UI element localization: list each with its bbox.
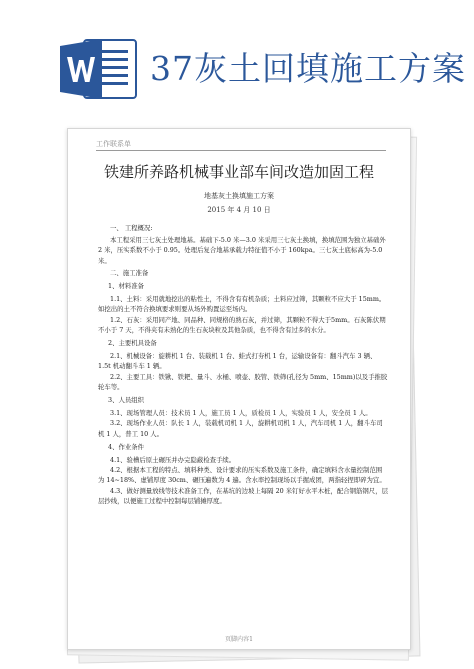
page-title: 铁建所养路机械事业部车间改造加固工程 [103, 163, 374, 181]
banner [0, 0, 474, 120]
subsection-heading: 1、材料准备 [108, 282, 145, 291]
word-icon [58, 36, 138, 102]
document-preview[interactable] [67, 128, 417, 658]
page-header-note: 工作联系单 [96, 140, 131, 148]
body-paragraph: 2.1、机械设备：旋耕机 1 台、装载机 1 台、蛙式打夯机 1 台，运输设备有：翻斗汽车 3 辆、1.5t 机动翻斗车 1 辆。 [98, 352, 377, 371]
page-date: 2015 年 4 月 10 日 [207, 206, 271, 214]
body-paragraph: 1.2、石灰：采用同产地、同品种、同规格的熟石灰，并过筛，其颗粒不得大于5mm。石灰陈伏期不小于 7 天，不得夹有未熟化的生石灰块粒及其他杂质，也不得含有过多的水分。 [98, 315, 386, 334]
subsection-heading: 3、人员组织 [108, 396, 145, 405]
section-heading: 一、 工程概况: [110, 224, 153, 232]
body-paragraph: 4.3、做好测量放线等技术准备工作，在基坑的边坡上每隔 20 米钉好水平木桩，配合钢筋钢尺，层层抄线，以便施工过程中控制每层铺摊厚度。 [98, 486, 388, 505]
body-paragraph: 4.1、验槽后原土碾压并办完隐蔽检查手续。 [110, 456, 236, 465]
header-rule [96, 150, 386, 151]
page-subtitle: 地基灰土换填施工方案 [204, 192, 274, 200]
body-paragraph: 1.1、土料：采用就地挖出的粘性土，不得含有有机杂质；土料应过筛，其颗粒不应大于 15mm。如挖出的土不符合换填要求则要从场外购置运至场内。 [98, 295, 386, 314]
body-paragraph: 2.2、主要工具：铁锹、铁耙、量斗、水桶、喷壶、胶管、铁筛(孔径为 5mm、15mm)以及手推胶轮车等。 [98, 372, 388, 391]
document-title: 37灰土回填施工方案 [150, 49, 466, 88]
body-paragraph: 本工程采用三七灰土处理地基。基础下-5.0 米—3.0 米采用三七灰土换填，换填范围为独立基础外 2 米，压实系数不小于 0.95。处理后复合地基承载力特征值不小于 160kpa。三七灰土底标高为-5.0 米。 [98, 236, 386, 265]
section-heading: 二、施工准备 [110, 268, 149, 277]
subsection-heading: 2、主要机具设备 [108, 339, 157, 348]
body-paragraph: 3.1、现场管理人员：技术员 1 人，施工员 1 人，质检员 1 人，实验员 1 人，安全员 1 人。 [110, 409, 372, 418]
page-footer: 页脚内容1 [225, 636, 253, 643]
document-page [67, 128, 411, 650]
body-paragraph: 4.2、根据本工程的特点、填料种类、设计要求的压实系数及施工条件，确定填料含水量控制范围为 14~18%、虚铺厚度 30cm、碾压遍数为 4 遍。含水率控制现场以手握成团，两指轻捏即碎为宜。 [98, 466, 386, 485]
body-paragraph: 3.2、现场作业人员：队长 1 人，装载机司机 1 人，旋耕机司机 1 人，汽车司机 1 人，翻斗车司机 1 人，普工 10 人。 [98, 419, 383, 438]
document-body [98, 221, 388, 506]
subsection-heading: 4、作业条件 [108, 442, 145, 451]
